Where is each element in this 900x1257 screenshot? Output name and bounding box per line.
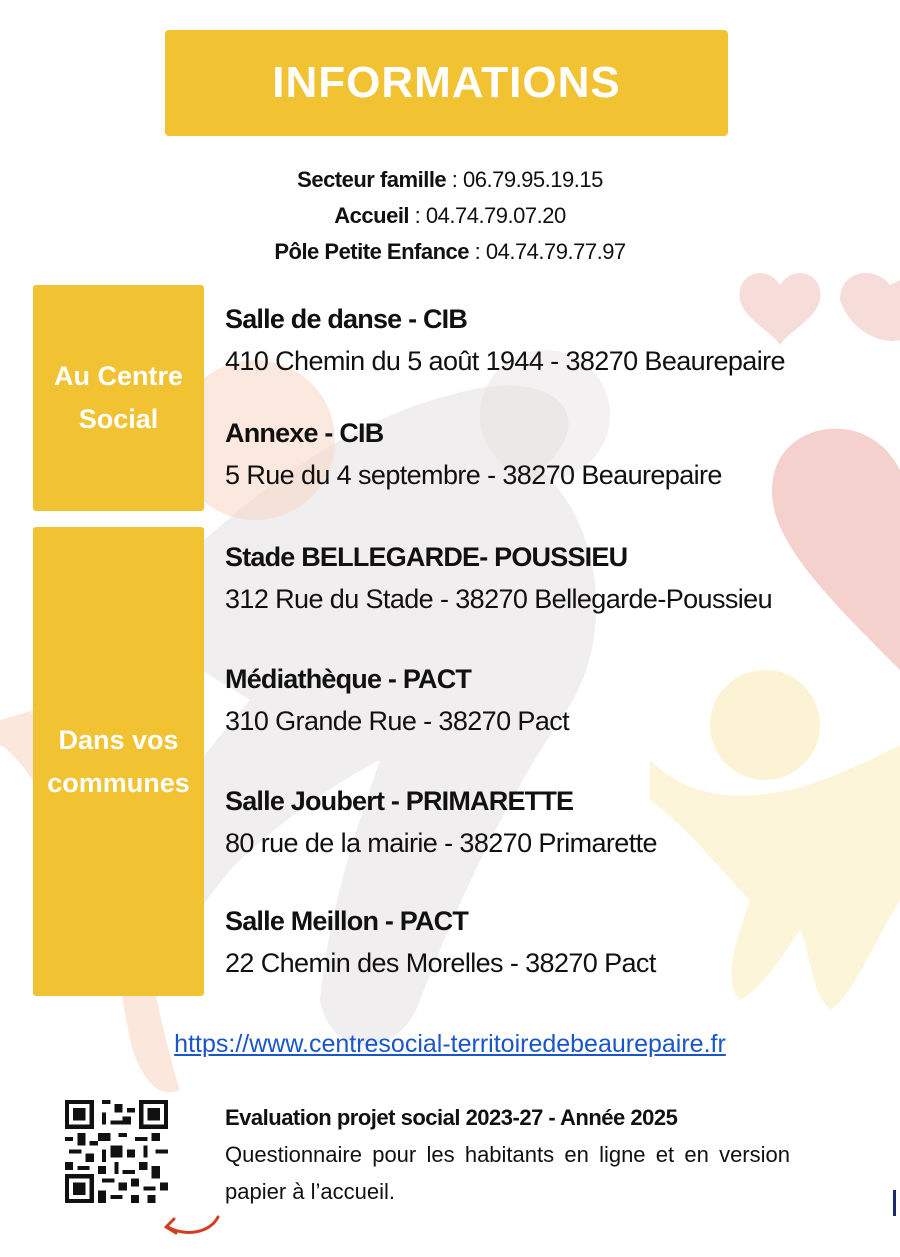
venue-name: Médiathèque - PACT	[225, 664, 472, 694]
evaluation-block	[225, 1099, 790, 1210]
contact-separator: :	[446, 167, 464, 192]
website-link[interactable]: https://www.centresocial-territoiredebeaurepaire.fr	[174, 1030, 726, 1058]
curved-arrow-icon	[150, 1205, 230, 1245]
contact-label: Secteur famille	[297, 167, 447, 192]
contact-list	[0, 162, 900, 270]
venue-item	[225, 659, 895, 743]
evaluation-description: Questionnaire pour les habitants en ligne et en version papier à l’accueil.	[225, 1142, 790, 1204]
contact-label: Accueil	[334, 203, 410, 228]
venue-item	[225, 537, 895, 621]
venue-name: Salle de danse - CIB	[225, 304, 468, 334]
venue-address: 5 Rue du 4 septembre - 38270 Beaurepaire	[225, 460, 722, 490]
venue-item	[225, 781, 895, 865]
section-label-communes	[33, 527, 204, 996]
venue-address: 310 Grande Rue - 38270 Pact	[225, 706, 570, 736]
venue-item	[225, 901, 895, 985]
section-label: Dans vos communes	[47, 724, 190, 798]
venue-address: 80 rue de la mairie - 38270 Primarette	[225, 828, 657, 858]
venue-name: Salle Meillon - PACT	[225, 906, 469, 936]
venue-item	[225, 299, 895, 383]
contact-separator: :	[469, 239, 486, 264]
contact-label: Pôle Petite Enfance	[274, 239, 470, 264]
contact-row	[0, 198, 900, 234]
qr-code-icon[interactable]	[65, 1100, 168, 1203]
contact-phone[interactable]: 04.74.79.07.20	[425, 203, 566, 228]
evaluation-title: Evaluation projet social 2023-27 - Année 2025	[225, 1105, 678, 1130]
page-title: INFORMATIONS	[272, 58, 621, 107]
venue-address: 312 Rue du Stade - 38270 Bellegarde-Poussieu	[225, 584, 773, 614]
venue-name: Annexe - CIB	[225, 418, 384, 448]
contact-separator: :	[409, 203, 426, 228]
contact-row	[0, 162, 900, 198]
venue-address: 410 Chemin du 5 août 1944 - 38270 Beaurepaire	[225, 346, 785, 376]
section-label: Au Centre Social	[53, 361, 183, 434]
venue-name: Stade BELLEGARDE- POUSSIEU	[225, 542, 628, 572]
contact-phone[interactable]: 04.74.79.77.97	[485, 239, 626, 264]
section-label-centre-social	[33, 285, 204, 511]
venue-address: 22 Chemin des Morelles - 38270 Pact	[225, 948, 656, 978]
contact-row	[0, 234, 900, 270]
title-banner	[165, 30, 728, 136]
venue-item	[225, 413, 895, 497]
edge-logo-fragment	[893, 1190, 896, 1216]
contact-phone[interactable]: 06.79.95.19.15	[463, 167, 603, 192]
venue-name: Salle Joubert - PRIMARETTE	[225, 786, 574, 816]
